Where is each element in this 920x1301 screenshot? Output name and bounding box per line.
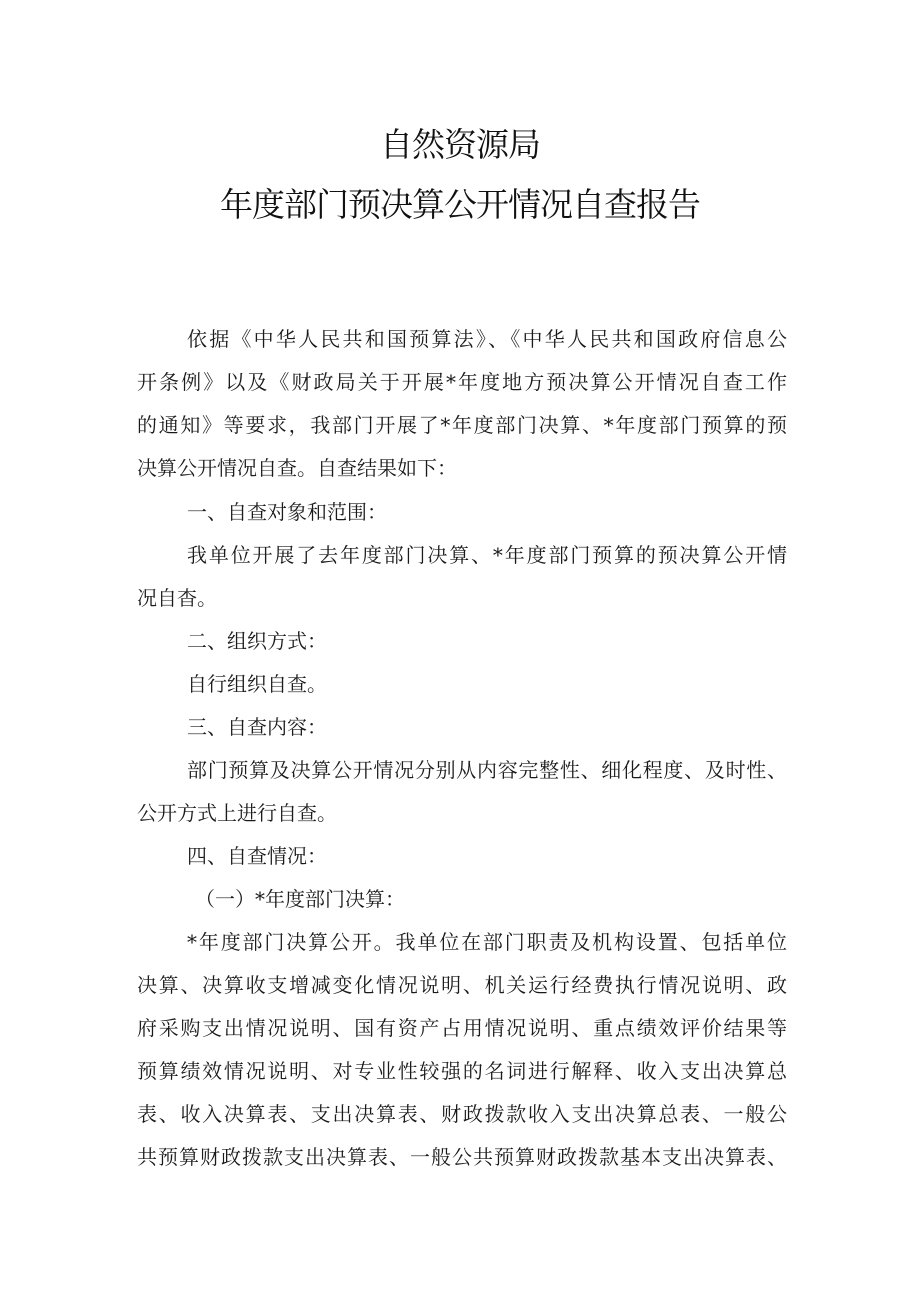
text-line: *年度部门决算公开。我单位在部门职责及机构设置、包括单位	[187, 930, 787, 954]
section-heading: 四、自查情况：	[187, 844, 327, 868]
text-line: 开条例》以及《财政局关于开展*年度地方预决算公开情况自查工作	[137, 370, 787, 394]
section-heading: 二、组织方式：	[187, 629, 327, 653]
text-line: 决算、决算收支增减变化情况说明、机关运行经费执行情况说明、政	[137, 973, 787, 997]
document-title-line1: 自然资源局	[380, 125, 540, 164]
text-line: 况自杳。	[137, 586, 217, 610]
text-line: 共预算财政拨款支出决算表、一般公共预算财政拨款基本支出决算表、	[137, 1145, 787, 1169]
text-line: 公开方式上进行自查。	[137, 801, 337, 825]
text-line: 的通知》等要求，我部门开展了*年度部门决算、*年度部门预算的预	[137, 413, 787, 437]
text-line: 自行组织自查。	[187, 672, 327, 696]
section-heading: 一、自查对象和范围：	[187, 500, 387, 524]
text-line: 部门预算及决算公开情况分别从内容完整性、细化程度、及时性、	[187, 758, 787, 782]
text-line: 依据《中华人民共和国预算法》、《中华人民共和国政府信息公	[187, 327, 787, 351]
section-heading: 三、自查内容：	[187, 715, 327, 739]
subsection-heading: （一）*年度部门决算：	[195, 887, 405, 911]
text-line: 预算绩效情况说明、对专业性较强的名词进行解释、收入支出决算总	[137, 1059, 787, 1083]
text-line: 府采购支出情况说明、国有资产占用情况说明、重点绩效评价结果等	[137, 1016, 787, 1040]
text-line: 我单位开展了去年度部门决算、*年度部门预算的预决算公开情	[187, 543, 787, 567]
text-line: 决算公开情况自查。自查结果如下：	[137, 456, 457, 480]
text-line: 表、收入决算表、支出决算表、财政拨款收入支出决算总表、一般公	[137, 1102, 787, 1126]
document-title-line2: 年度部门预决算公开情况自查报告	[220, 185, 700, 224]
